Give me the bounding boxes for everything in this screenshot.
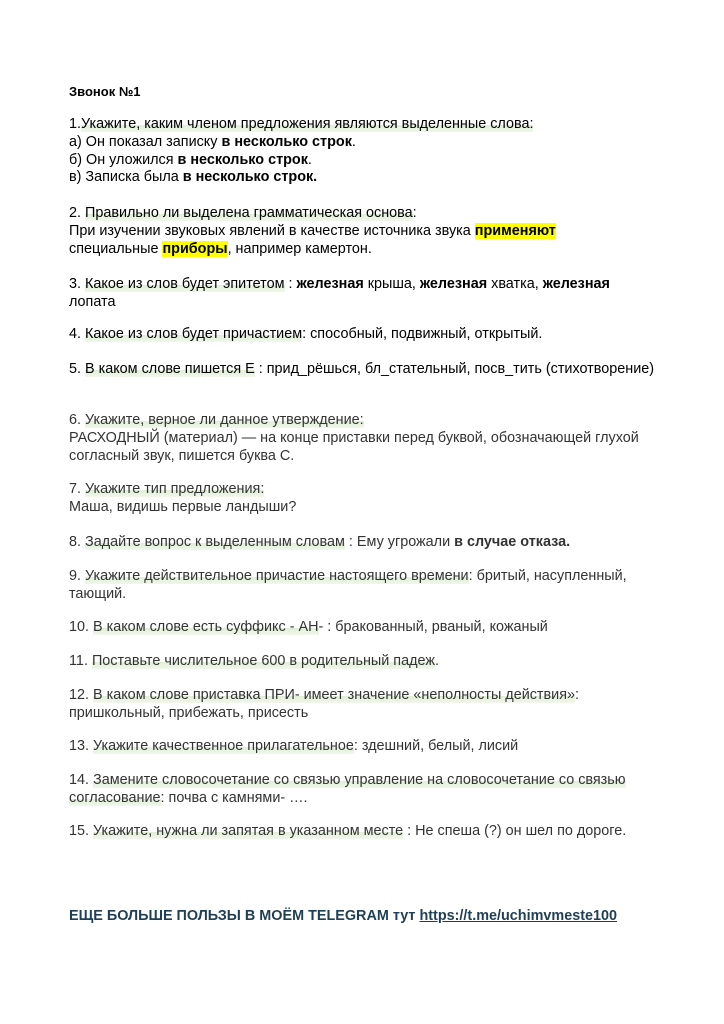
question-number: 12. (69, 687, 94, 703)
question-body: : Не спеша (?) он шел по дороге. (403, 823, 627, 839)
option-c-text: в) Записка была (69, 169, 183, 186)
question-body: - : бракованный, рваный, кожаный (318, 619, 548, 635)
option-a-text: а) Он показал записку (69, 133, 222, 150)
text: хватка, (487, 276, 543, 292)
question-prompt: Какое из слов будет эпитетом (85, 276, 285, 292)
question-11 (69, 653, 659, 671)
question-number: 1. (69, 116, 82, 132)
question-body: Маша, видишь первые ландыши? (69, 498, 297, 515)
page-title: Звонок №1 (69, 84, 141, 99)
question-body: : способный, подвижный, открытый. (302, 326, 543, 342)
question-body: . (434, 653, 439, 669)
text: : (284, 276, 297, 292)
question-9 (69, 568, 659, 604)
telegram-link[interactable]: https://t.me/uchimvmeste100 (419, 908, 618, 924)
question-number: 14. (69, 772, 94, 788)
question-12 (69, 687, 659, 723)
option-b-bold: в несколько строк (177, 151, 308, 168)
question-number: 10. (69, 619, 94, 635)
question-number: 5. (69, 361, 85, 377)
option-a-end: . (351, 133, 356, 150)
question-prompt: Укажите действительное причастие настоящего времени (85, 568, 469, 584)
question-number: 13. (69, 738, 94, 754)
question-body: : Ему угрожали (344, 534, 455, 550)
question-7 (69, 481, 659, 517)
question-2 (69, 205, 659, 258)
option-b-text: б) Он уложился (69, 151, 178, 168)
option-a-bold: в несколько строк (221, 133, 352, 150)
question-number: 6. (69, 412, 85, 428)
question-body: : здешний, белый, лисий (353, 738, 519, 754)
question-number: 11. (69, 653, 92, 669)
question-3 (69, 276, 659, 312)
sentence-part: специальные (69, 240, 163, 257)
question-prompt: Поставьте числительное 600 в родительный падеж (91, 653, 435, 669)
bold-word: железная (296, 276, 364, 292)
question-8 (69, 534, 659, 552)
bold-word: железная (419, 276, 488, 292)
question-prompt: Замените словосочетание со связью управление на словосочетание со связью согласование (69, 772, 626, 806)
question-body: : почва с камнями- …. (160, 789, 308, 806)
question-prompt: Укажите, верное ли данное утверждение: (85, 412, 364, 428)
text: крыша, (363, 276, 420, 292)
question-number: 9. (69, 568, 85, 584)
telegram-promo (69, 908, 617, 924)
question-prompt: Какое из слов будет причастием (85, 326, 303, 342)
question-body: : пришкольный, прибежать, присесть (69, 687, 580, 721)
highlighted-word: приборы (162, 240, 228, 257)
sentence-part: , например камертон. (227, 240, 372, 257)
question-prompt: Задайте вопрос к выделенным словам (85, 534, 345, 550)
question-15 (69, 823, 659, 841)
question-body: : бритый, насупленный, тающий. (69, 568, 627, 602)
question-5 (69, 361, 659, 379)
question-4 (69, 326, 659, 344)
question-number: 15. (69, 823, 94, 839)
question-prompt: Укажите, нужна ли запятая в указанном месте (93, 823, 404, 839)
question-prompt: В каком слове приставка ПРИ- имеет значение «неполносты действия» (93, 687, 576, 703)
question-prompt: В каком слове пишется Е (85, 361, 255, 377)
question-number: 4. (69, 326, 85, 342)
bold-word: железная (542, 276, 610, 292)
question-1 (69, 116, 659, 187)
question-prompt: Правильно ли выделена грамматическая основа (85, 205, 413, 221)
question-body: : прид_рёшься, бл_стательный, посв_тить (стихотворение) (254, 361, 655, 377)
question-prompt: Укажите, каким членом предложения являются выделенные слова: (81, 116, 534, 132)
promo-text: ЕЩЕ БОЛЬШЕ ПОЛЬЗЫ В МОЁМ TELEGRAM тут (69, 908, 420, 924)
option-c-bold: в несколько строк. (182, 169, 318, 186)
highlighted-word: применяют (474, 222, 556, 239)
question-10 (69, 619, 659, 637)
question-prompt: Укажите тип предложения: (85, 481, 265, 497)
question-number: 3. (69, 276, 85, 292)
text: лопата (69, 293, 116, 310)
question-body: РАСХОДНЫЙ (материал) — на конце приставки перед буквой, обозначающей глухой согласный звук, пишется буква С. (69, 429, 639, 464)
option-b-end: . (307, 151, 312, 168)
question-number: 8. (69, 534, 85, 550)
question-6 (69, 412, 659, 465)
question-number: 2. (69, 205, 85, 221)
sentence-part: При изучении звуковых явлений в качестве источника звука (69, 222, 475, 239)
question-number: 7. (69, 481, 85, 497)
question-prompt: Укажите качественное прилагательное (93, 738, 354, 754)
question-prompt: В каком слове есть суффикс - АН (93, 619, 319, 635)
question-13 (69, 738, 659, 756)
question-14 (69, 772, 659, 808)
question-colon: : (412, 205, 417, 221)
bold-words: в случае отказа. (454, 534, 571, 550)
